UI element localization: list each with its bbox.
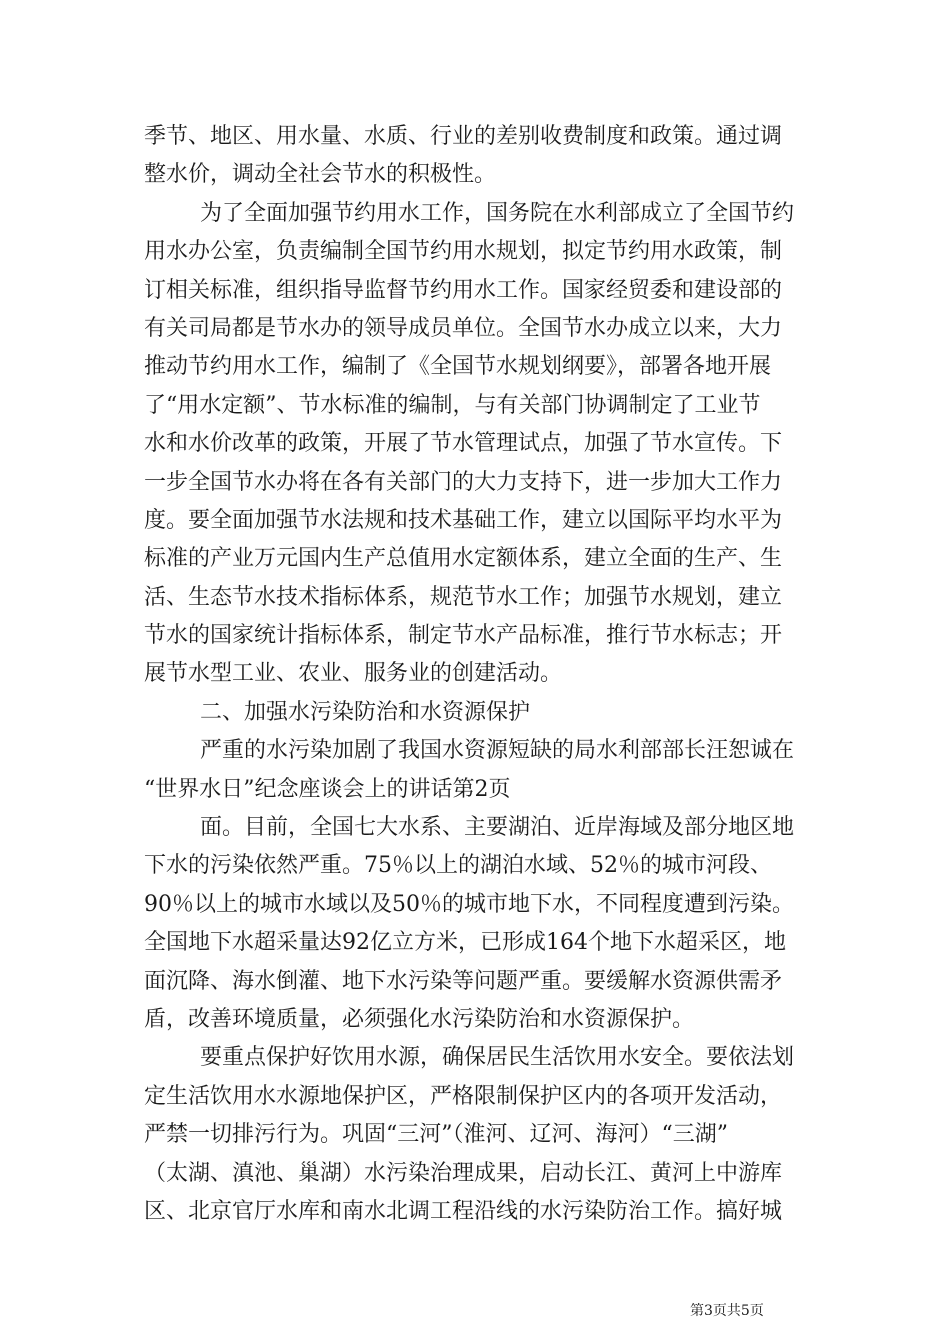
- text-line: 一步全国节水办将在各有关部门的大力支持下，进一步加大工作力: [144, 469, 783, 495]
- text-line: 订相关标准，组织指导监督节约用水工作。国家经贸委和建设部的: [144, 277, 783, 303]
- text-line: 活、生态节水技术指标体系，规范节水工作；加强节水规划，建立: [144, 584, 783, 610]
- text-line: 水和水价改革的政策，开展了节水管理试点，加强了节水宣传。下: [144, 431, 783, 457]
- text-line: 推动节约用水工作，编制了《全国节水规划纲要》，部署各地开展: [144, 354, 772, 380]
- text-line: 展节水型工业、农业、服务业的创建活动。: [144, 661, 563, 687]
- paragraph-first-line: 为了全面加强节约用水工作，国务院在水利部成立了全国节约: [200, 200, 795, 226]
- text-line: 季节、地区、用水量、水质、行业的差别收费制度和政策。通过调: [144, 124, 783, 149]
- text-line: 了“用水定额”、节水标准的编制，与有关部门协调制定了工业节: [144, 392, 761, 418]
- paragraph-first-line: 严重的水污染加剧了我国水资源短缺的局水利部部长汪恕诚在: [200, 738, 795, 764]
- text-line: 标准的产业万元国内生产总值用水定额体系，建立全面的生产、生: [144, 546, 783, 572]
- paragraph-first-line: 要重点保护好饮用水源，确保居民生活饮用水安全。要依法划: [200, 1045, 795, 1071]
- document-body: [144, 118, 814, 1231]
- section-heading: 二、加强水污染防治和水资源保护: [200, 699, 531, 725]
- text-line: 度。要全面加强节水法规和技术基础工作，建立以国际平均水平为: [144, 507, 783, 533]
- text-line: 盾，改善环境质量，必须强化水污染防治和水资源保护。: [144, 1006, 695, 1032]
- page-indicator: 第3页共5页: [690, 1303, 764, 1319]
- paragraph-first-line: 面。目前，全国七大水系、主要湖泊、近岸海域及部分地区地: [200, 815, 795, 841]
- text-line: 严禁一切排污行为。巩固“三河”（淮河、辽河、海河）“三湖”: [144, 1122, 728, 1148]
- text-line: 整水价，调动全社会节水的积极性。: [144, 162, 497, 188]
- text-line: 面沉降、海水倒灌、地下水污染等问题严重。要缓解水资源供需矛: [144, 968, 783, 994]
- text-line: 全国地下水超采量达92亿立方米，已形成164个地下水超采区，地: [144, 930, 786, 956]
- text-line: 用水办公室，负责编制全国节约用水规划，拟定节约用水政策，制: [144, 239, 783, 265]
- text-line: 定生活饮用水水源地保护区，严格限制保护区内的各项开发活动，: [144, 1083, 783, 1109]
- text-line: （太湖、滇池、巢湖）水污染治理成果，启动长江、黄河上中游库: [144, 1160, 783, 1186]
- text-line: 下水的污染依然严重。75％以上的湖泊水域、52％的城市河段、: [144, 853, 772, 879]
- text-line: “世界水日”纪念座谈会上的讲话第2页: [144, 776, 511, 802]
- text-line: 节水的国家统计指标体系，制定节水产品标准，推行节水标志；开: [144, 623, 783, 649]
- text-line: 90％以上的城市水域以及50％的城市地下水，不同程度遭到污染。: [144, 891, 794, 917]
- text-line: 区、北京官厅水库和南水北调工程沿线的水污染防治工作。搞好城: [144, 1198, 783, 1224]
- text-line: 有关司局都是节水办的领导成员单位。全国节水办成立以来，大力: [144, 315, 783, 341]
